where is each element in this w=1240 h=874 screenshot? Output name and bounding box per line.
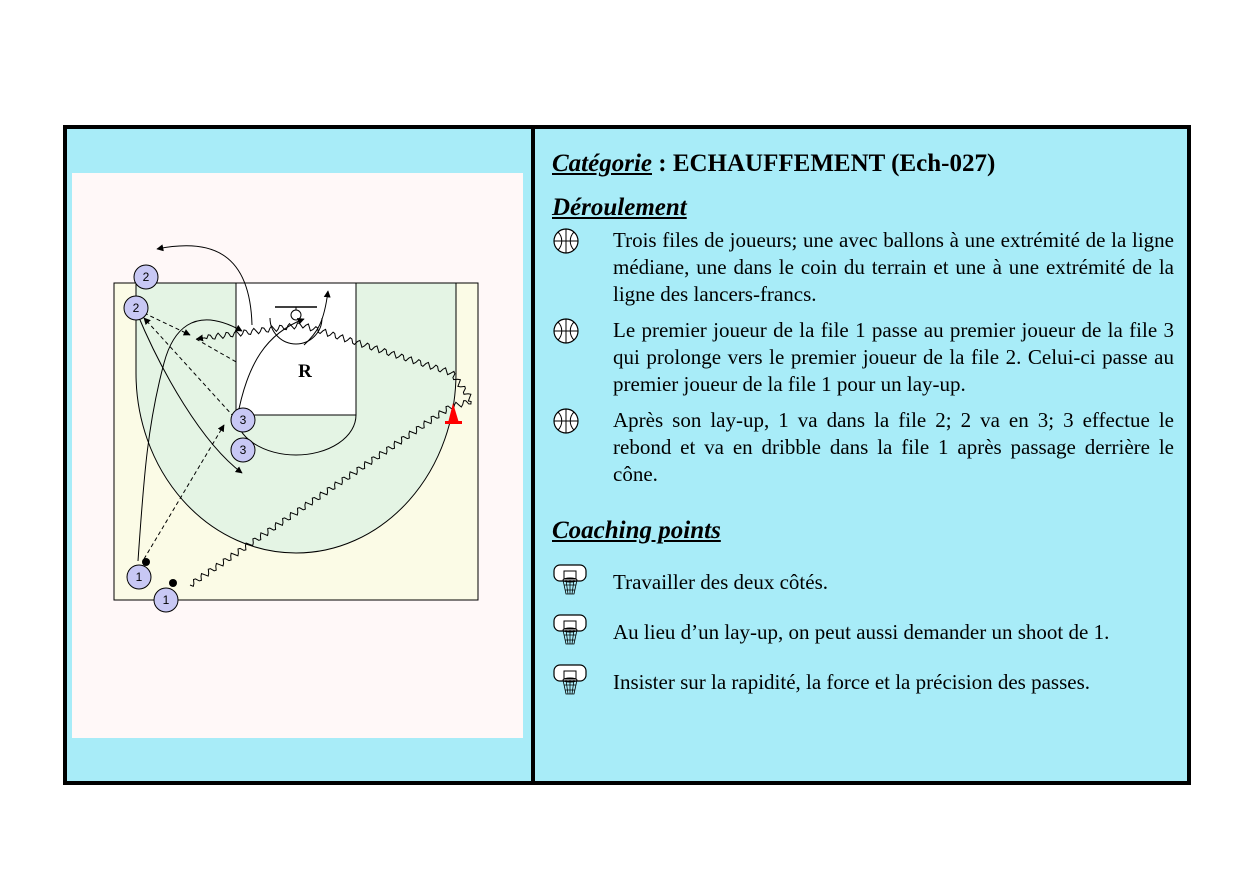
list-item	[552, 317, 1174, 398]
text-panel	[552, 146, 1174, 696]
deroulement-text: Trois files de joueurs; une avec ballons à une extrémité de la ligne médiane, une dans le coin du terrain et une à une extrémité de la ligne des lancers-francs.	[613, 228, 1174, 306]
player-1b	[154, 588, 178, 612]
coaching-text: Au lieu d’un lay-up, on peut aussi demander un shoot de 1.	[613, 620, 1110, 644]
svg-text:2: 2	[142, 270, 150, 284]
court-diagram	[72, 173, 523, 738]
column-divider	[531, 129, 535, 781]
deroulement-text: Le premier joueur de la file 1 passe au premier joueur de la file 3 qui prolonge vers le premier joueur de la file 2. Celui-ci passe au premier joueur de la file 1 pour un lay-up.	[613, 318, 1174, 396]
basketball-icon	[552, 407, 580, 435]
player-3a	[231, 408, 255, 432]
list-item	[552, 563, 1174, 596]
coaching-text: Insister sur la rapidité, la force et la précision des passes.	[613, 670, 1091, 694]
category-label: Catégorie	[552, 150, 652, 177]
deroulement-title: Déroulement	[552, 194, 687, 221]
list-item	[552, 227, 1174, 308]
svg-text:1: 1	[135, 570, 143, 584]
player-1a	[127, 565, 151, 589]
coaching-title: Coaching points	[552, 517, 721, 544]
rebounder-label: R	[298, 361, 312, 382]
hoop	[291, 310, 301, 320]
exercise-sheet	[63, 125, 1191, 785]
basketball-icon	[552, 227, 580, 255]
diagram-panel	[72, 173, 523, 738]
player-2b	[124, 296, 148, 320]
list-item	[552, 407, 1174, 488]
category-header	[552, 146, 1174, 182]
ball-icon	[142, 558, 150, 566]
basket-hoop-icon	[552, 663, 588, 697]
player-2a	[134, 265, 158, 289]
category-value: ECHAUFFEMENT (Ech-027)	[672, 150, 996, 177]
coaching-text: Travailler des deux côtés.	[613, 570, 829, 594]
ball-icon	[169, 579, 177, 587]
category-separator: :	[652, 150, 673, 177]
deroulement-list	[552, 227, 1174, 488]
key-area	[236, 283, 356, 415]
deroulement-text: Après son lay-up, 1 va dans la file 2; 2 va en 3; 3 effectue le rebond et va en dribble dans la file 1 après passage derrière le cône.	[613, 408, 1174, 486]
svg-text:3: 3	[239, 443, 247, 457]
player-3b	[231, 438, 255, 462]
list-item	[552, 613, 1174, 646]
coaching-list	[552, 563, 1174, 696]
svg-text:2: 2	[132, 301, 140, 315]
list-item	[552, 663, 1174, 696]
basket-hoop-icon	[552, 613, 588, 647]
basketball-icon	[552, 317, 580, 345]
svg-text:3: 3	[239, 413, 247, 427]
basket-hoop-icon	[552, 563, 588, 597]
svg-text:1: 1	[162, 593, 170, 607]
